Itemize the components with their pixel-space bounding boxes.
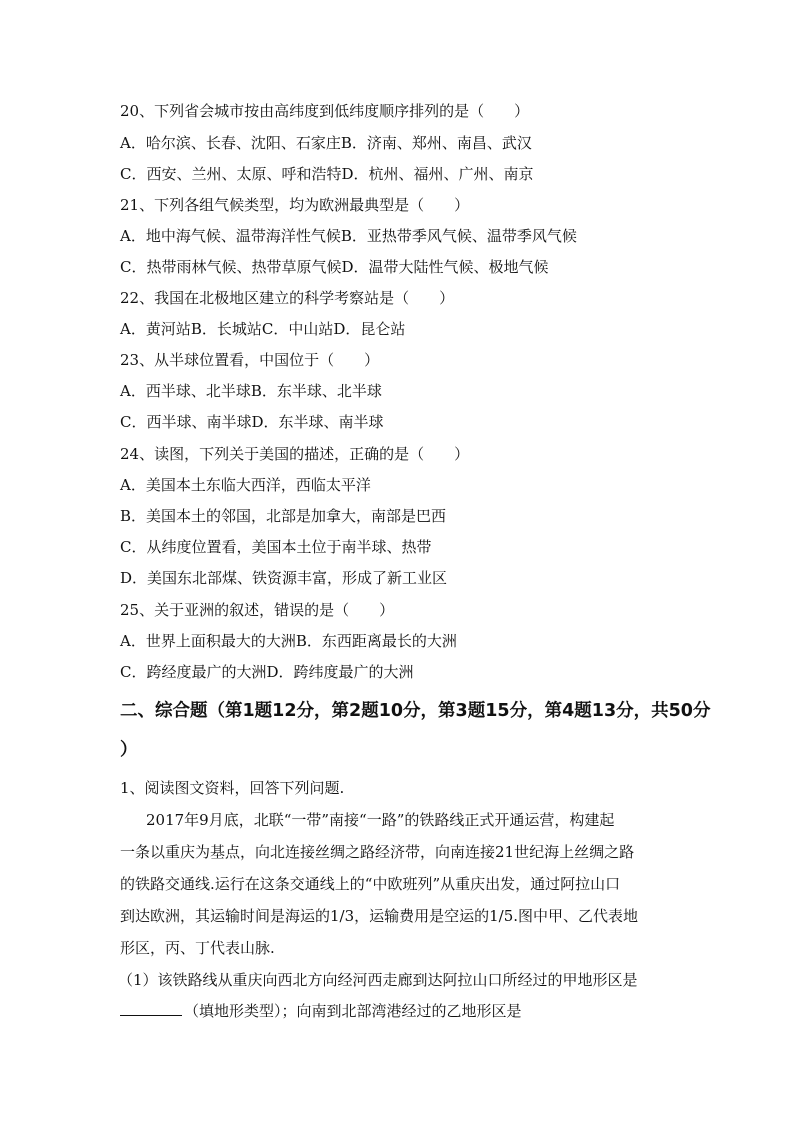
q24-option-d: D．美国东北部煤、铁资源丰富，形成了新工业区 (120, 569, 448, 587)
q20-options-ab: A．哈尔滨、长春、沈阳、石家庄B．济南、郑州、南昌、武汉 (120, 134, 532, 152)
passage-line: 的铁路交通线.运行在这条交通线上的“中欧班列”从重庆出发，通过阿拉山口 (120, 875, 621, 893)
q23-options-ab: A．西半球、北半球B．东半球、北半球 (120, 382, 382, 400)
passage-line: 到达欧洲，其运输时间是海运的1/3，运输费用是空运的1/5.图中甲、乙代表地 (120, 907, 639, 925)
comprehensive-q1-title: 1、阅读图文资料，回答下列问题. (120, 779, 345, 797)
passage-line: 形区，丙、丁代表山脉. (120, 939, 275, 957)
q21-options-ab: A．地中海气候、温带海洋性气候B．亚热带季风气候、温带季风气候 (120, 227, 577, 245)
q23-stem: 23、从半球位置看，中国位于（ ） (120, 351, 380, 369)
q24-option-c: C．从纬度位置看，美国本土位于南半球、热带 (120, 538, 432, 556)
passage-line: 2017年9月底，北联“一带”南接“一路”的铁路线正式开通运营，构建起 (146, 811, 615, 829)
q22-stem: 22、我国在北极地区建立的科学考察站是（ ） (120, 289, 455, 307)
q20-stem: 20、下列省会城市按由高纬度到低纬度顺序排列的是（ ） (120, 102, 530, 120)
sub-question-1: （1）该铁路线从重庆向西北方向经河西走廊到达阿拉山口所经过的甲地形区是 (118, 971, 638, 989)
q21-options-cd: C．热带雨林气候、热带草原气候D．温带大陆性气候、极地气候 (120, 258, 549, 276)
q25-stem: 25、关于亚洲的叙述，错误的是（ ） (120, 601, 395, 619)
q23-options-cd: C．西半球、南半球D．东半球、南半球 (120, 413, 384, 431)
q20-options-cd: C．西安、兰州、太原、呼和浩特D．杭州、福州、广州、南京 (120, 165, 534, 183)
passage-line: 一条以重庆为基点，向北连接丝绸之路经济带，向南连接21世纪海上丝绸之路 (120, 843, 635, 861)
answer-blank[interactable] (120, 1000, 182, 1016)
q25-options-cd: C．跨经度最广的大洲D．跨纬度最广的大洲 (120, 663, 414, 681)
q21-stem: 21、下列各组气候类型，均为欧洲最典型是（ ） (120, 196, 470, 214)
section-heading-continued: ） (120, 740, 138, 760)
q24-option-a: A．美国本土东临大西洋，西临太平洋 (120, 476, 371, 494)
q25-options-ab: A．世界上面积最大的大洲B．东西距离最长的大洲 (120, 632, 457, 650)
q24-stem: 24、读图，下列关于美国的描述，正确的是（ ） (120, 445, 470, 463)
sub-question-1-continued (120, 1000, 522, 1021)
q24-option-b: B．美国本土的邻国，北部是加拿大，南部是巴西 (120, 507, 447, 525)
sub-question-1-tail: （填地形类型）；向南到北部湾港经过的乙地形区是 (184, 1002, 522, 1020)
q22-options: A．黄河站B．长城站C．中山站D．昆仑站 (120, 320, 406, 338)
section-heading: 二、综合题（第1题12分，第2题10分，第3题15分，第4题13分，共50分 (120, 701, 711, 721)
